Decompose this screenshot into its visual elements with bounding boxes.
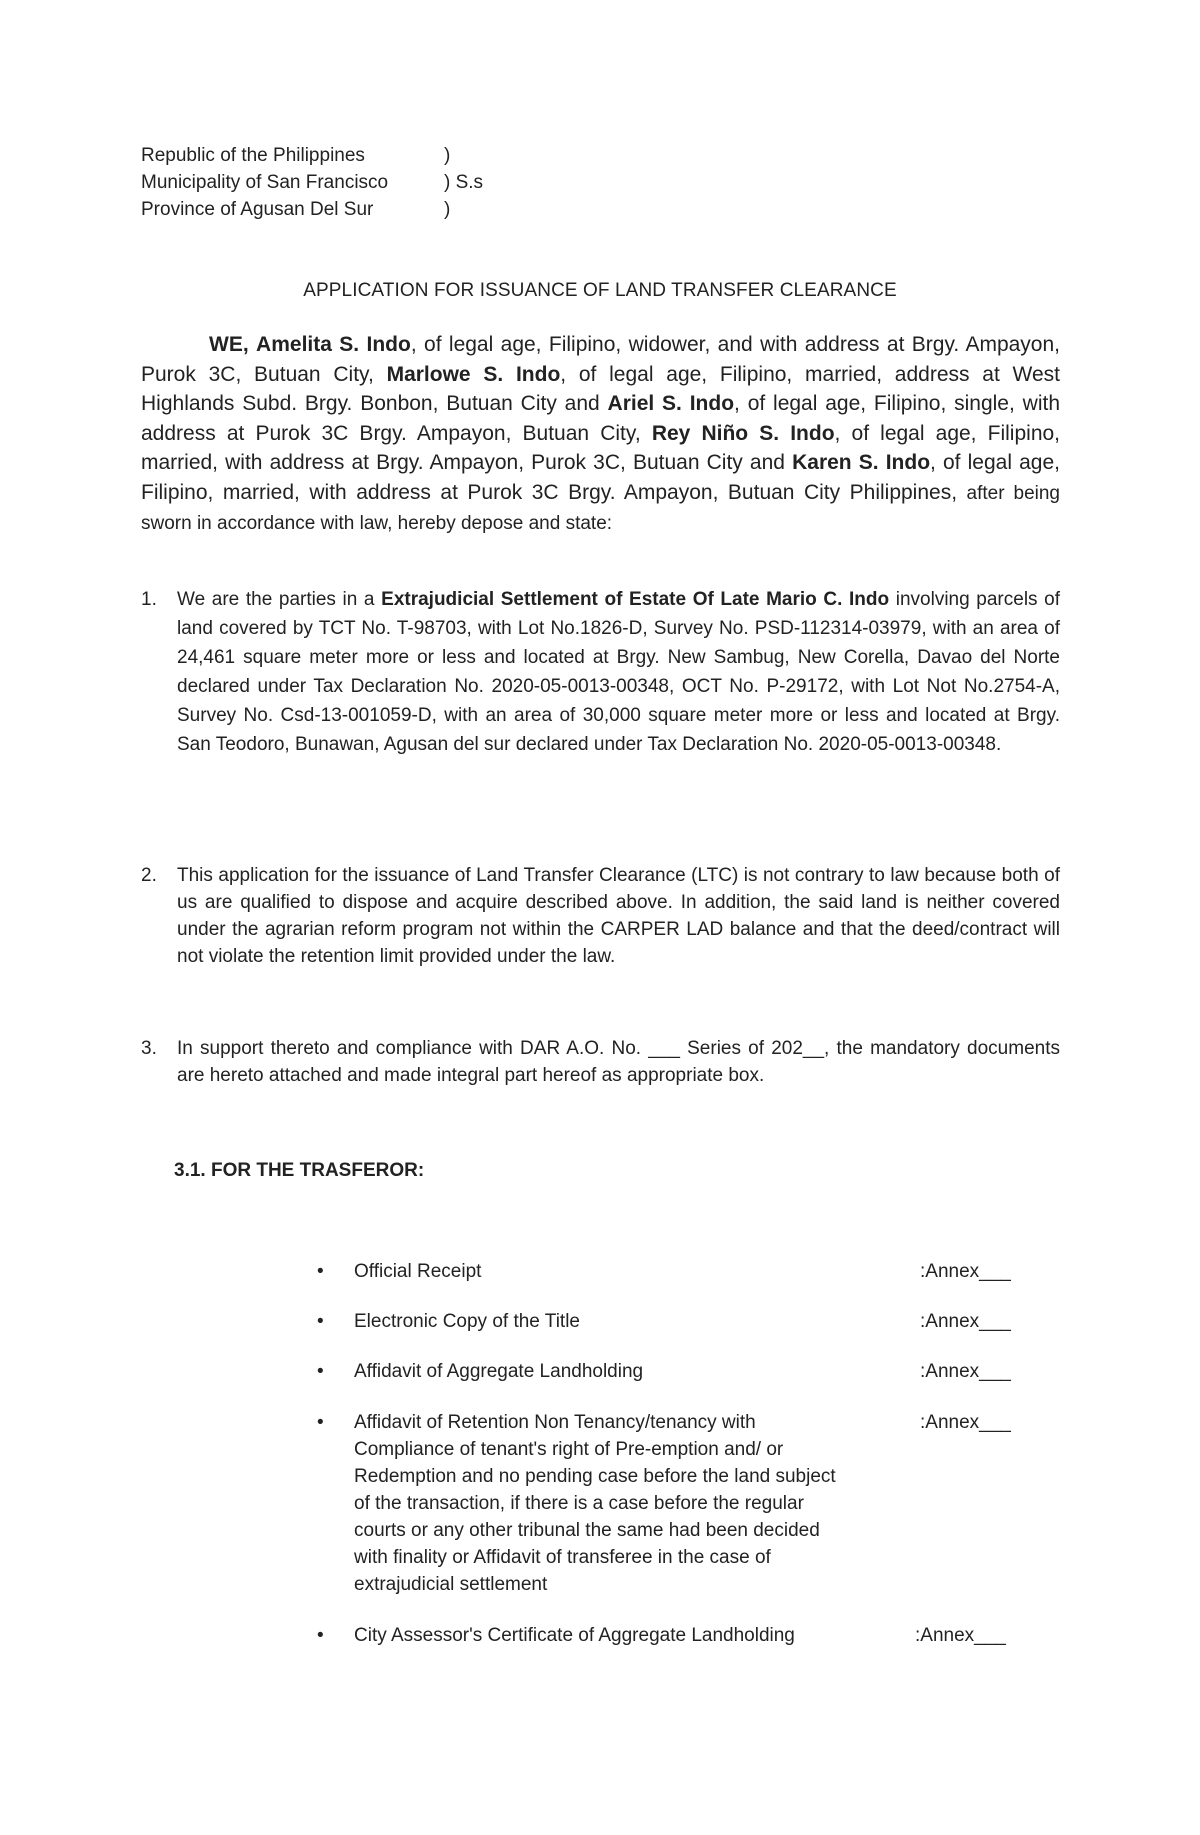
intro-closing: after being sworn in accordance with law, hereby depose and state: — [141, 482, 1060, 534]
venue-left: Province of Agusan Del Sur — [141, 199, 374, 220]
venue-right: ) S.s — [444, 172, 484, 193]
we-label: WE, — [209, 333, 249, 356]
item-text-post: involving parcels of land covered by TCT No. T-98703, with Lot No.1826-D, Survey No. PSD-112314-03979, with an area of 24,461 square meter more or less and located at Brgy. New Sambug, New Corella, Davao del Norte declared under Tax Declaration No. 2020-05-0013-00348, OCT No. P-29172, with Lot Not No.2754-A, Survey No. Csd-13-001059-D, with an area of 30,000 square meter more or less and located at Brgy. San Teodoro, Bunawan, Agusan del sur declared under Tax Declaration No. 2020-05-0013-00348. — [177, 589, 1061, 755]
checklist-label: Affidavit of Retention Non Tenancy/tenancy with Compliance of tenant's right of Pre-emption and/ or Redemption and no pending case before the land subject of the transaction, if there is a case before the regular courts or any other tribunal the same had been decided with finality or Affidavit of transferee in the case of extrajudicial settlement — [354, 1412, 836, 1595]
party-details: , of legal age, Filipino, single, with address at Purok 3C Brgy. Ampayon, Butuan City, — [141, 392, 1060, 445]
checklist-label: City Assessor's Certificate of Aggregate Landholding — [354, 1625, 795, 1646]
venue-left: Municipality of San Francisco — [141, 172, 389, 193]
venue-line — [141, 142, 483, 169]
numbered-item — [141, 585, 1060, 759]
subheading: 3.1. FOR THE TRASFEROR: — [174, 1160, 425, 1181]
annex-blank: :Annex___ — [920, 1261, 1011, 1282]
numbered-item — [141, 1035, 1060, 1089]
item-text: This application for the issuance of Land Transfer Clearance (LTC) is not contrary to law because both of us are qualified to dispose and acquire described above. In addition, the said land is neither covered under the agrarian reform program not within the CARPER LAD balance and that the deed/contract will not violate the retention limit provided under the law. — [177, 865, 1060, 967]
annex-blank: :Annex___ — [920, 1311, 1011, 1332]
item-number: 3. — [141, 1038, 157, 1059]
item-number: 1. — [141, 589, 157, 610]
bullet-icon: • — [317, 1261, 324, 1282]
party-name: Amelita S. Indo — [256, 333, 411, 356]
checklist-label: Official Receipt — [354, 1261, 482, 1282]
numbered-item — [141, 862, 1060, 970]
party-details: , of legal age, Filipino, married, with address at Purok 3C Brgy. Ampayon, Butuan City Philippines, — [141, 451, 1060, 504]
bullet-icon: • — [317, 1361, 324, 1382]
bullet-icon: • — [317, 1412, 324, 1433]
party-details: , of legal age, Filipino, widower, and with address at Brgy. Ampayon, Purok 3C, Butuan City, — [141, 333, 1060, 386]
annex-blank: :Annex___ — [920, 1412, 1011, 1433]
party-name: Marlowe S. Indo — [386, 362, 561, 386]
venue-right: ) — [444, 145, 451, 166]
item-text — [177, 585, 1060, 759]
bullet-icon: • — [317, 1311, 324, 1332]
settlement-title: Extrajudicial Settlement of Estate Of Late Mario C. Indo — [381, 589, 890, 610]
party-name: Ariel S. Indo — [607, 392, 735, 415]
party-details: , of legal age, Filipino, married, with address at Brgy. Ampayon, Purok 3C, Butuan City and — [141, 421, 1061, 474]
checklist-label: Electronic Copy of the Title — [354, 1311, 580, 1332]
annex-blank: :Annex___ — [920, 1361, 1011, 1382]
annex-blank: :Annex___ — [915, 1625, 1006, 1646]
checklist-label: Affidavit of Aggregate Landholding — [354, 1361, 644, 1382]
bullet-icon: • — [317, 1625, 324, 1646]
venue-block — [141, 142, 483, 223]
item-text-pre: We are the parties in a — [177, 589, 375, 610]
venue-right: ) — [444, 199, 451, 220]
party-name: Rey Niño S. Indo — [651, 421, 835, 445]
item-number: 2. — [141, 865, 157, 886]
venue-left: Republic of the Philippines — [141, 145, 365, 166]
party-name: Karen S. Indo — [792, 451, 931, 474]
document-title: APPLICATION FOR ISSUANCE OF LAND TRANSFER CLEARANCE — [303, 280, 897, 301]
item-text: In support thereto and compliance with DAR A.O. No. ___ Series of 202__, the mandatory documents are hereto attached and made integral part hereof as appropriate box. — [177, 1038, 1060, 1086]
party-details: , of legal age, Filipino, married, address at West Highlands Subd. Brgy. Bonbon, Butuan City and — [141, 362, 1060, 415]
venue-line — [141, 196, 483, 223]
venue-line — [141, 169, 483, 196]
intro-paragraph — [141, 330, 1060, 539]
